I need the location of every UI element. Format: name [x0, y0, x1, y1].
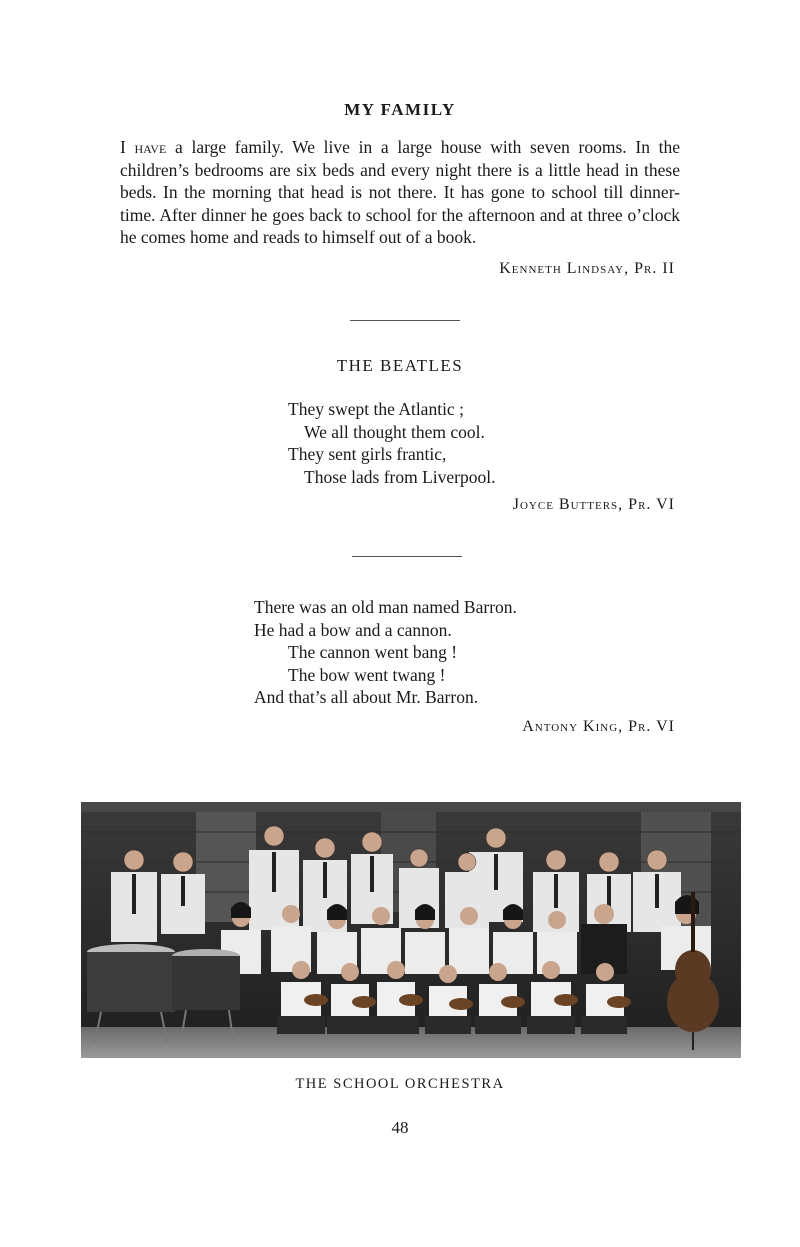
- limerick-line: There was an old man named Barron.: [254, 597, 517, 617]
- beatles-line: They swept the Atlantic ;: [288, 399, 464, 419]
- limerick-author: Antony King, Pr. VI: [522, 718, 675, 735]
- beatles-title: THE BEATLES: [336, 356, 464, 375]
- beatles-line: They sent girls frantic,: [288, 444, 447, 464]
- limerick-poem: [254, 596, 517, 709]
- limerick-line: The bow went twang !: [288, 664, 446, 685]
- page-number: 48: [391, 1118, 409, 1137]
- beatles-author: Joyce Butters, Pr. VI: [512, 496, 675, 513]
- family-author: Kenneth Lindsay, Pr. II: [499, 260, 675, 277]
- beatles-poem: [288, 398, 495, 488]
- divider-rule-2: [352, 556, 462, 557]
- limerick-line: And that’s all about Mr. Barron.: [254, 687, 479, 707]
- family-lead: I have: [120, 137, 167, 157]
- orchestra-photo-drawing: [81, 802, 741, 1058]
- family-body: a large family. We live in a large house with seven rooms. In the children’s bedrooms are six beds and every night there is a little head in these beds. In the morning that head is not there. It has gone to school till dinner-time. After dinner he goes back to school for the afternoon and at three o’clock he comes home and reads to himself out of a book.: [120, 137, 681, 247]
- family-title: MY FAMILY: [344, 100, 456, 119]
- photo-caption: THE SCHOOL ORCHESTRA: [295, 1076, 505, 1092]
- limerick-line: The cannon went bang !: [288, 642, 458, 662]
- limerick-line: He had a bow and a cannon.: [254, 619, 452, 640]
- beatles-line: We all thought them cool.: [304, 421, 485, 442]
- beatles-line: Those lads from Liverpool.: [304, 466, 496, 487]
- orchestra-photo: [81, 802, 741, 1058]
- divider-rule-1: [350, 320, 460, 321]
- family-text: [120, 136, 680, 249]
